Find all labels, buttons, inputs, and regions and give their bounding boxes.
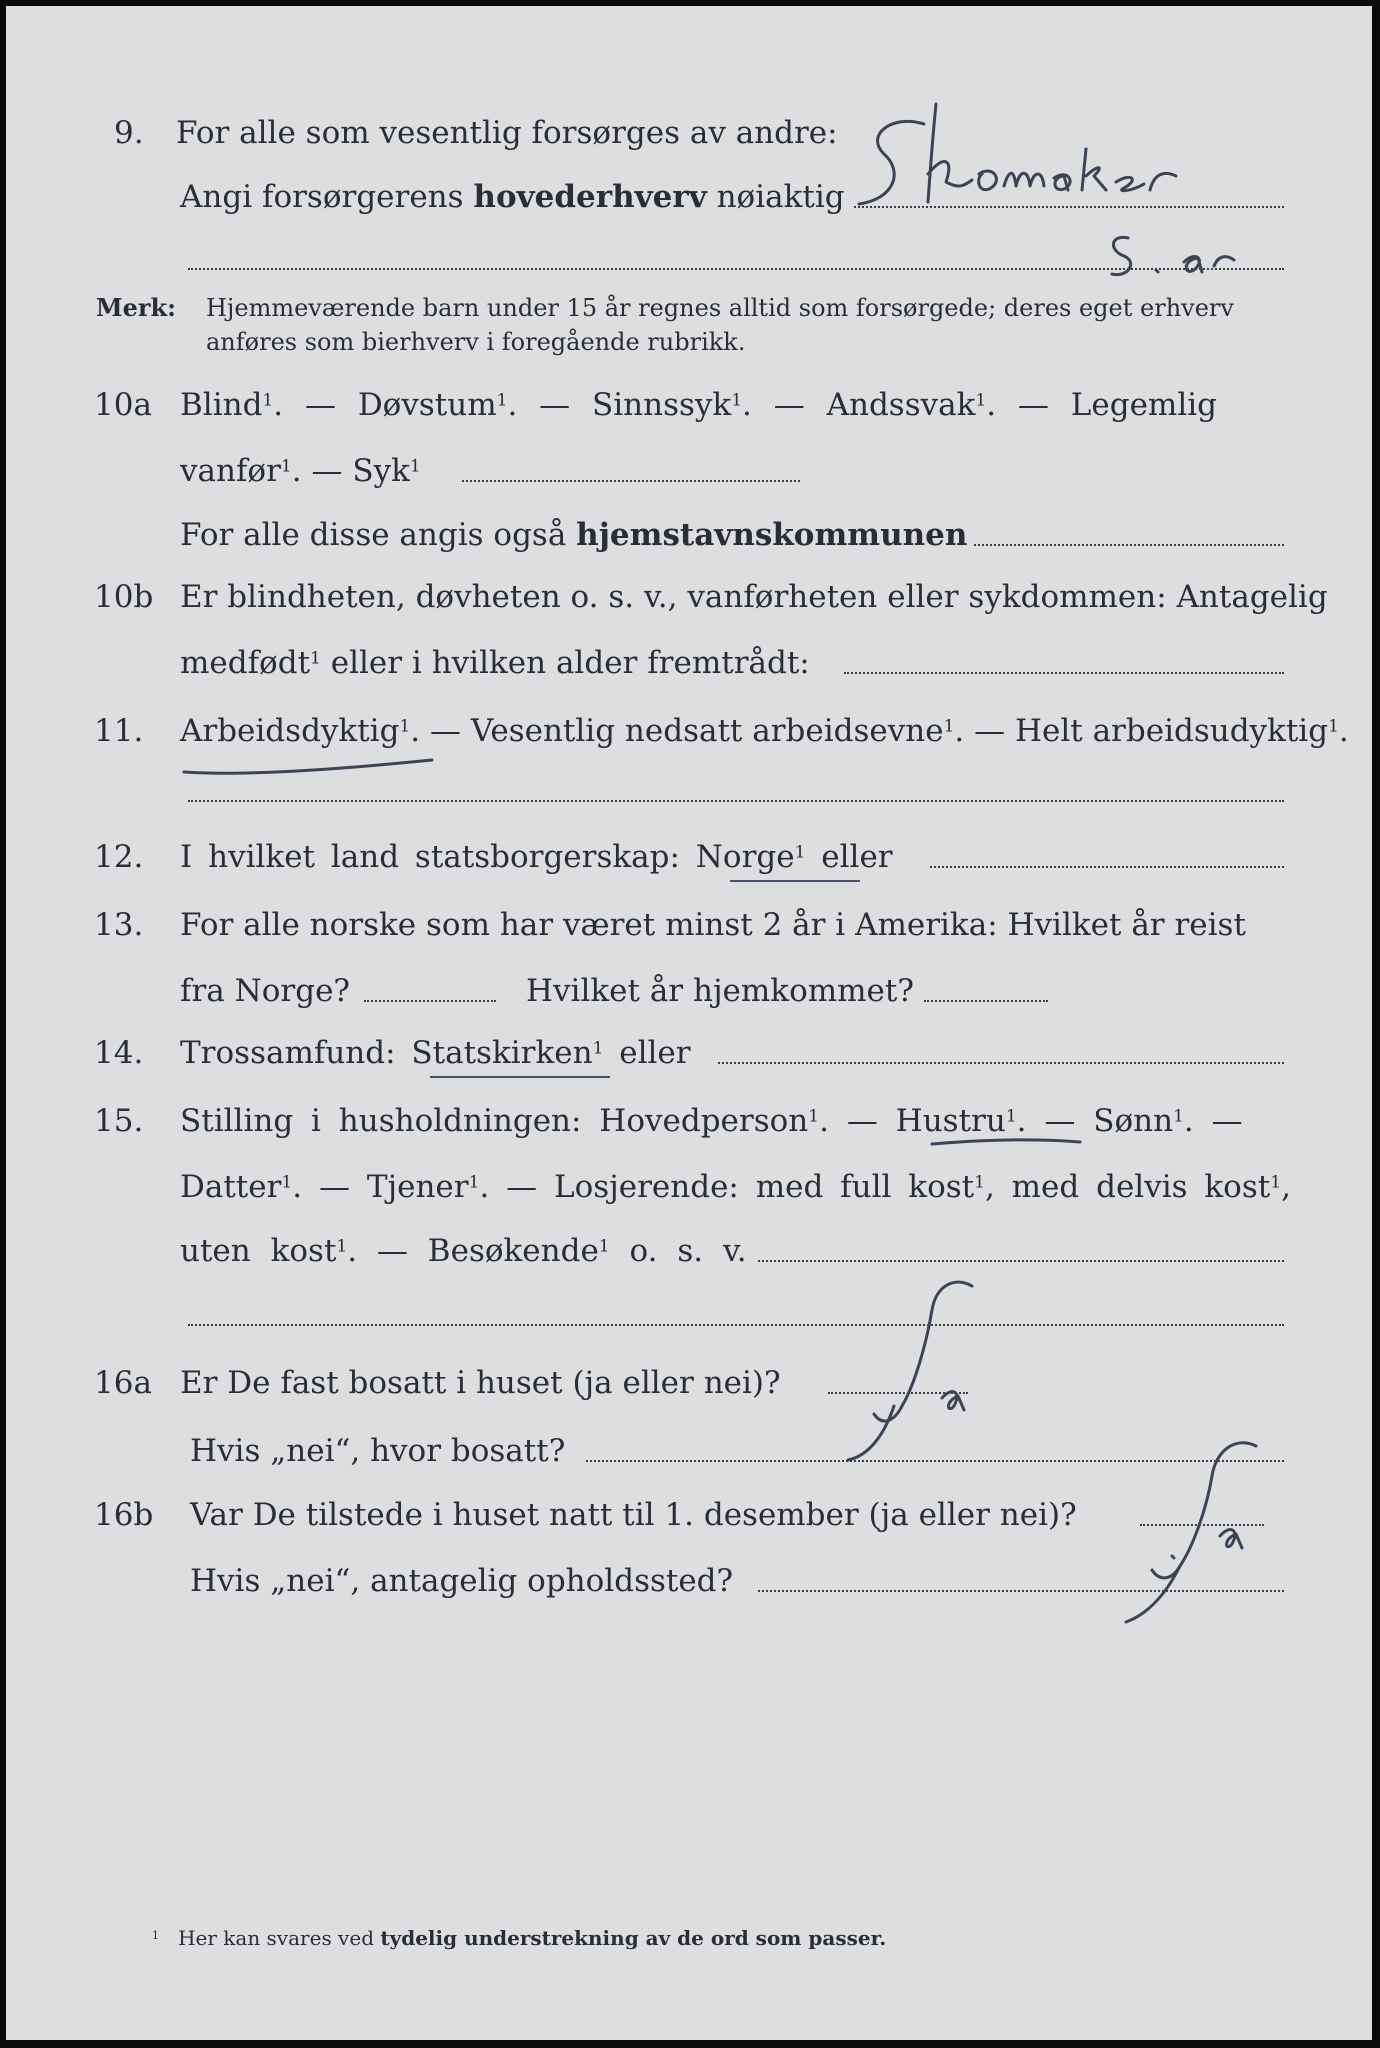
q13-fill-line-1 xyxy=(364,1000,496,1002)
q14-fill-line xyxy=(718,1062,1284,1064)
q10a-line1: Blind$^1$. — Døvstum$^1$. — Sinnssyk$^1$. — Andssvak$^1$. — Legemlig xyxy=(180,387,1218,423)
q10a-fill-line-2 xyxy=(974,544,1284,546)
question-number-14: 14. xyxy=(94,1035,144,1071)
question-number-10b: 10b xyxy=(94,579,154,615)
q10b-line2: medfødt$^1$ eller i hvilken alder fremtrådt: xyxy=(180,645,810,681)
q15-line1: Stilling i husholdningen: Hovedperson$^1$. — Hustru$^1$. — Sønn$^1$. — xyxy=(180,1103,1243,1139)
q12-fill-line xyxy=(930,866,1284,868)
q15-line2: Datter$^1$. — Tjener$^1$. — Losjerende: med full kost$^1$, med delvis kost$^1$, xyxy=(180,1169,1291,1205)
q11-handwritten-underline xyxy=(182,754,442,788)
q14-statskirken-underline xyxy=(430,1076,610,1078)
q10a-line3: For alle disse angis også hjemstavnskommunen xyxy=(180,517,968,553)
question-number-10a: 10a xyxy=(94,387,152,423)
merk-line2: anføres som bierhverv i foregående rubrikk. xyxy=(206,328,746,356)
q11-line: Arbeidsdyktig$^1$. — Vesentlig nedsatt arbeidsevne$^1$. — Helt arbeidsudyktig$^1$. xyxy=(180,713,1349,749)
question-number-15: 15. xyxy=(94,1103,144,1139)
question-number-13: 13. xyxy=(94,907,144,943)
q13-line2-a: fra Norge? xyxy=(180,973,351,1009)
q14-line: Trossamfund: Statskirken$^1$ eller xyxy=(180,1035,691,1071)
q16b-handwritten-answer xyxy=(1096,1436,1266,1630)
q16b-line2: Hvis „nei“, antagelig opholdssted? xyxy=(190,1563,734,1599)
q10b-fill-line xyxy=(844,672,1284,674)
q15-fill-line-1 xyxy=(758,1260,1284,1262)
q15-line3: uten kost$^1$. — Besøkende$^1$ o. s. v. xyxy=(180,1233,747,1269)
q13-line1: For alle norske som har været minst 2 år i Amerika: Hvilket år reist xyxy=(180,907,1246,943)
q12-line: I hvilket land statsborgerskap: Norge$^1$ eller xyxy=(180,839,893,875)
q9-line1: For alle som vesentlig forsørges av andre: xyxy=(176,115,838,151)
q10a-line2: vanfør$^1$. — Syk$^1$ xyxy=(180,453,421,489)
q15-fill-line-2 xyxy=(188,1324,1284,1326)
q11-fill-line xyxy=(188,800,1284,802)
q13-fill-line-2 xyxy=(924,1000,1048,1002)
q12-norge-underline xyxy=(730,880,860,882)
merk-label: Merk: xyxy=(96,293,176,322)
merk-line1: Hjemmeværende barn under 15 år regnes alltid som forsørgede; deres eget erhverv xyxy=(206,294,1234,322)
q9-handwritten-answer xyxy=(854,94,1284,218)
question-number-9: 9. xyxy=(114,115,144,151)
census-form-page xyxy=(6,6,1372,2040)
q16a-line2: Hvis „nei“, hvor bosatt? xyxy=(190,1433,566,1469)
question-number-12: 12. xyxy=(94,839,144,875)
question-number-16b: 16b xyxy=(94,1497,154,1533)
q13-line2-b: Hvilket år hjemkommet? xyxy=(526,973,914,1009)
footnote: $^1$ Her kan svares ved tydelig understrekning av de ord som passer. xyxy=(152,1926,887,1950)
q16a-handwritten-answer xyxy=(824,1276,984,1470)
q15-hustru-handwritten-underline xyxy=(930,1128,1090,1158)
q16b-line1: Var De tilstede i huset natt til 1. desember (ja eller nei)? xyxy=(190,1497,1077,1533)
q9-handwritten-answer-2 xyxy=(1106,226,1246,290)
question-number-16a: 16a xyxy=(94,1365,152,1401)
q16a-line1: Er De fast bosatt i huset (ja eller nei)? xyxy=(180,1365,781,1401)
q9-line2: Angi forsørgerens hovederhverv nøiaktig xyxy=(180,179,845,215)
q10a-fill-line-1 xyxy=(462,480,800,482)
question-number-11: 11. xyxy=(94,713,144,749)
q10b-line1: Er blindheten, døvheten o. s. v., vanførheten eller sykdommen: Antagelig xyxy=(180,579,1328,615)
